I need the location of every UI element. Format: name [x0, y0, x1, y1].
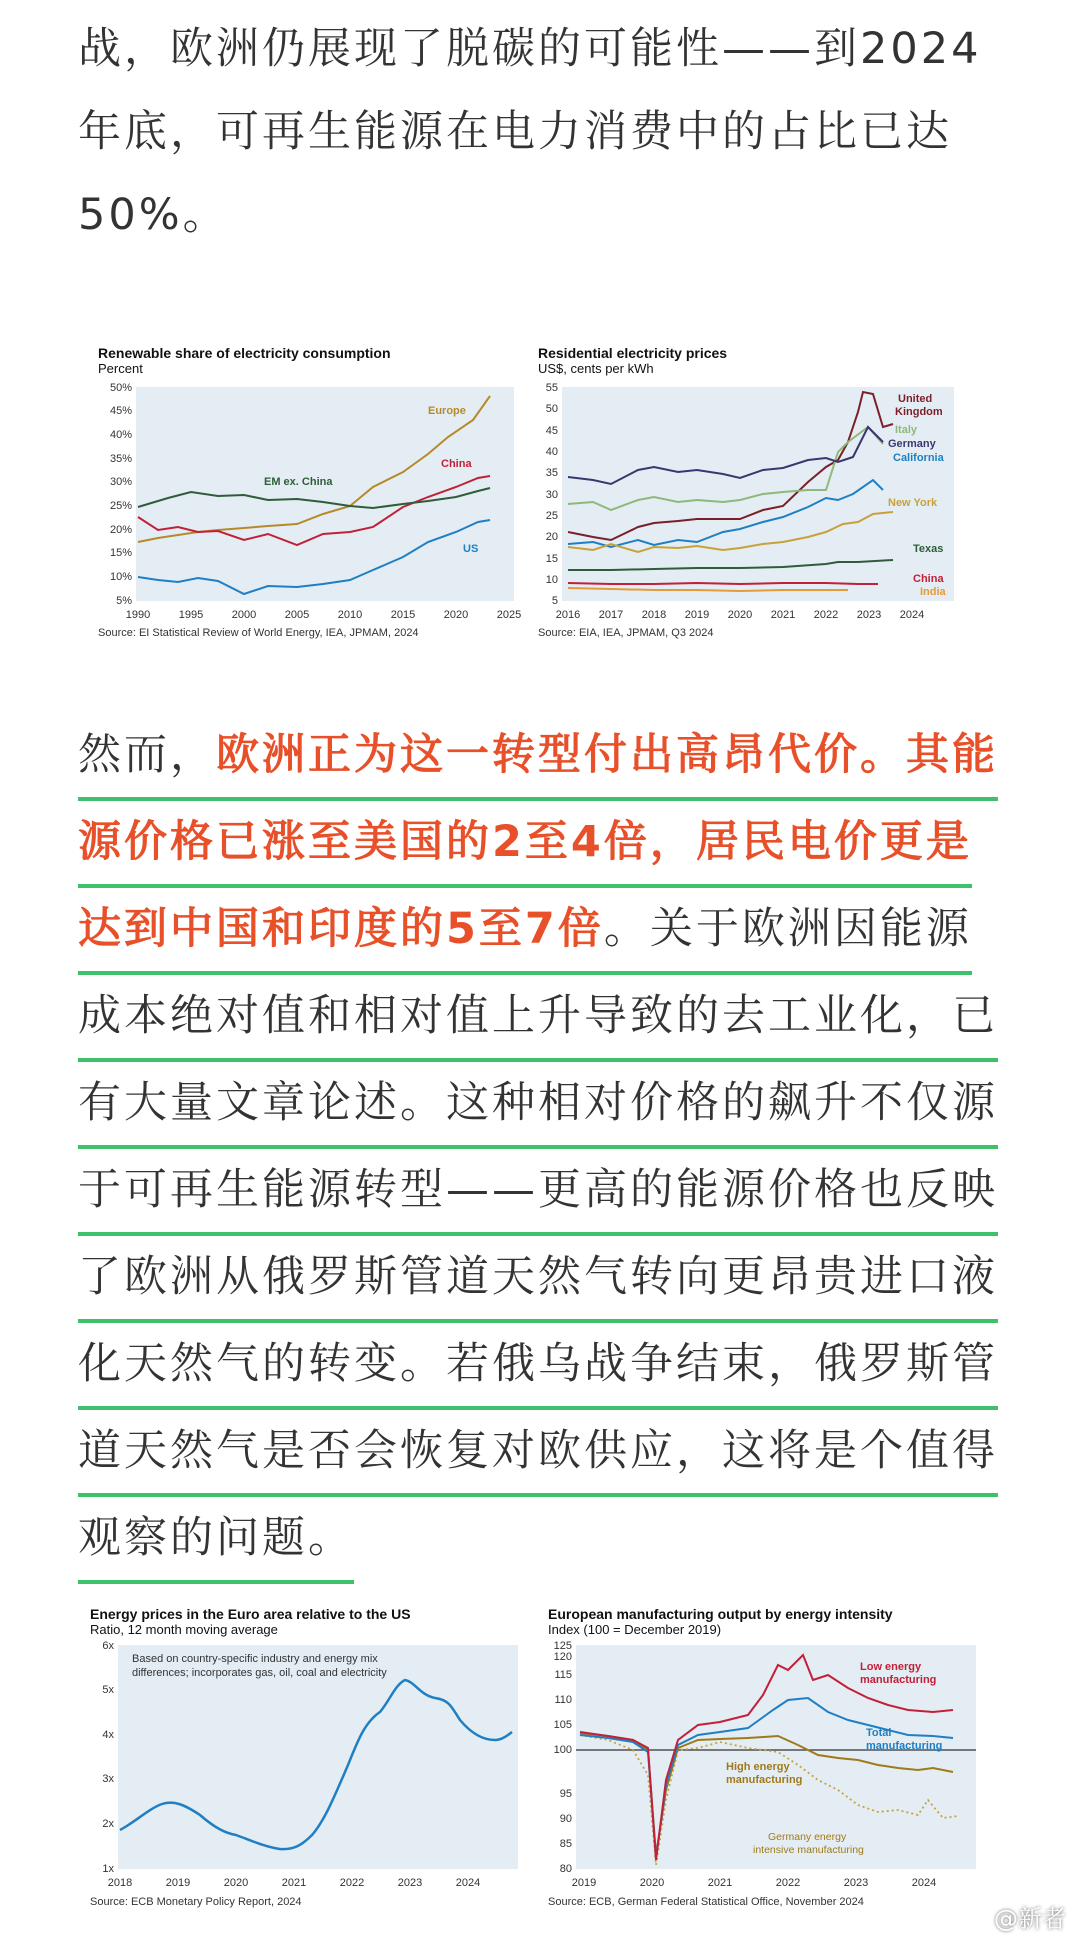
text-line: 年底，可再生能源在电力消费中的占比已达: [78, 107, 952, 157]
x-tick: 2018: [107, 1877, 133, 1889]
label-total-line2: manufacturing: [866, 1740, 943, 1752]
y-tick: 1x: [102, 1863, 114, 1875]
renewable-share-chart: [98, 345, 522, 645]
x-tick: 2019: [684, 609, 710, 621]
y-tick: 55: [545, 382, 558, 394]
main-paragraph: [78, 714, 1003, 1584]
text-line: [78, 801, 1003, 888]
y-tick: 20: [545, 531, 558, 543]
text-line: [78, 1410, 1003, 1497]
chart-subtitle: Percent: [98, 361, 143, 376]
plain-text: 然而，: [78, 730, 216, 780]
label-high-energy-line2: manufacturing: [726, 1774, 803, 1786]
y-tick: 5x: [102, 1684, 114, 1696]
y-tick: 85: [559, 1838, 572, 1850]
chart-subtitle: Index (100 = December 2019): [548, 1622, 722, 1637]
y-tick: 10: [545, 574, 558, 586]
highlighted-text: 欧洲正为这一转型付出高昂代价。其能: [216, 730, 998, 780]
y-tick: 80: [559, 1863, 572, 1875]
x-tick: 1990: [125, 609, 151, 621]
x-tick: 2020: [223, 1877, 249, 1889]
series-china: [568, 583, 878, 584]
text-line: [78, 1323, 1003, 1410]
text-line: [78, 1062, 1003, 1149]
label-new-york: New York: [888, 497, 938, 509]
x-tick: 2025: [496, 609, 522, 621]
intro-paragraph: [78, 8, 1003, 257]
y-tick: 105: [553, 1719, 572, 1731]
y-tick: 4x: [102, 1729, 114, 1741]
x-tick: 2020: [443, 609, 469, 621]
label-total-line1: Total: [866, 1727, 892, 1739]
y-tick: 15: [545, 553, 558, 565]
y-tick: 30%: [109, 476, 132, 488]
label-europe: Europe: [428, 405, 466, 417]
x-tick: 2020: [639, 1877, 665, 1889]
label-low-energy-line2: manufacturing: [860, 1674, 937, 1686]
y-tick: 5: [551, 595, 558, 607]
chart-source: Source: ECB Monetary Policy Report, 2024: [90, 1896, 302, 1908]
chart-subtitle: Ratio, 12 month moving average: [90, 1622, 278, 1637]
x-tick: 2019: [571, 1877, 597, 1889]
label-italy: Italy: [895, 424, 918, 436]
x-tick: 2022: [813, 609, 839, 621]
x-tick: 2021: [770, 609, 796, 621]
y-tick: 25%: [109, 500, 132, 512]
x-tick: 2022: [775, 1877, 801, 1889]
label-california: California: [893, 452, 944, 464]
text-line: [78, 975, 1003, 1062]
text-line: [78, 888, 1003, 975]
text-line: [78, 1149, 1003, 1236]
renewable-share-plot: [98, 382, 522, 642]
x-tick: 2021: [707, 1877, 733, 1889]
label-high-energy-line1: High energy: [726, 1761, 790, 1773]
label-china: China: [913, 573, 944, 585]
x-tick: 2021: [281, 1877, 307, 1889]
x-tick: 2015: [390, 609, 416, 621]
x-tick: 2010: [337, 609, 363, 621]
chart-title: Residential electricity prices: [538, 345, 728, 361]
y-tick: 35%: [109, 453, 132, 465]
chart-title: Renewable share of electricity consumption: [98, 345, 391, 361]
y-tick: 6x: [102, 1640, 114, 1652]
manufacturing-output-plot: [548, 1640, 988, 1910]
residential-electricity-prices-chart: [538, 345, 978, 645]
y-tick: 30: [545, 489, 558, 501]
y-tick: 2x: [102, 1818, 114, 1830]
y-tick: 50%: [109, 382, 132, 394]
label-low-energy-line1: Low energy: [860, 1661, 922, 1673]
residential-prices-plot: [538, 382, 978, 642]
label-germany: Germany: [888, 438, 936, 450]
text-line: [78, 714, 1003, 801]
underlined-text: 于可再生能源转型——更高的能源价格也反映: [78, 1149, 998, 1236]
label-uk-line2: Kingdom: [895, 406, 943, 418]
label-texas: Texas: [913, 543, 944, 555]
euro-us-energy-price-ratio-chart: [90, 1606, 530, 1916]
y-tick: 110: [554, 1694, 572, 1706]
y-tick: 15%: [109, 547, 132, 559]
highlighted-text: 源价格已涨至美国的2至4倍，居民电价更是: [78, 801, 972, 888]
x-tick: 2016: [555, 609, 581, 621]
label-india: India: [920, 586, 946, 598]
y-tick: 90: [559, 1813, 572, 1825]
y-tick: 5%: [116, 595, 132, 607]
text-line: 50%。: [78, 190, 229, 240]
x-tick: 2000: [231, 609, 257, 621]
x-tick: 2024: [455, 1877, 481, 1889]
underlined-text: 有大量文章论述。这种相对价格的飙升不仅源: [78, 1062, 998, 1149]
label-em-ex-china: EM ex. China: [264, 476, 333, 488]
x-tick: 2017: [598, 609, 624, 621]
x-tick: 2005: [284, 609, 310, 621]
label-china: China: [441, 458, 472, 470]
label-germany-line1: Germany energy: [768, 1831, 847, 1843]
x-tick: 2023: [843, 1877, 869, 1889]
x-tick: 1995: [178, 609, 204, 621]
y-tick: 45: [545, 425, 558, 437]
y-tick: 10%: [109, 571, 132, 583]
energy-ratio-plot: [90, 1640, 530, 1910]
underlined-text: 成本绝对值和相对值上升导致的去工业化，已: [78, 975, 998, 1062]
y-tick: 40: [545, 446, 558, 458]
text-line: [78, 1236, 1003, 1323]
y-tick: 25: [545, 510, 558, 522]
y-tick: 20%: [109, 524, 132, 536]
chart-note: differences; incorporates gas, oil, coal and electricity: [132, 1667, 387, 1679]
text-line: 战，欧洲仍展现了脱碳的可能性——到2024: [78, 24, 982, 74]
chart-source: Source: ECB, German Federal Statistical Office, November 2024: [548, 1896, 864, 1908]
plain-text: 。关于欧洲因能源: [603, 904, 972, 954]
x-tick: 2020: [727, 609, 753, 621]
x-tick: 2023: [856, 609, 882, 621]
y-tick: 50: [545, 403, 558, 415]
label-germany-line2: intensive manufacturing: [753, 1844, 864, 1856]
x-tick: 2024: [911, 1877, 937, 1889]
y-tick: 35: [545, 467, 558, 479]
label-uk-line1: United: [898, 393, 933, 405]
label-us: US: [463, 543, 479, 555]
chart-source: Source: EI Statistical Review of World Energy, IEA, JPMAM, 2024: [98, 627, 419, 639]
y-tick: 125: [553, 1640, 572, 1652]
y-tick: 95: [559, 1788, 572, 1800]
underlined-text: 道天然气是否会恢复对欧供应，这将是个值得: [78, 1410, 998, 1497]
chart-source: Source: EIA, IEA, JPMAM, Q3 2024: [538, 627, 714, 639]
manufacturing-output-chart: [548, 1606, 988, 1916]
y-tick: 40%: [109, 429, 132, 441]
x-tick: 2024: [899, 609, 925, 621]
chart-note: Based on country-specific industry and energy mix: [132, 1653, 378, 1665]
chart-title: European manufacturing output by energy intensity: [548, 1606, 893, 1622]
y-tick: 100: [553, 1744, 572, 1756]
y-tick: 115: [554, 1669, 572, 1681]
chart-subtitle: US$, cents per kWh: [538, 361, 654, 376]
highlighted-text: 达到中国和印度的5至7倍: [78, 904, 604, 954]
underlined-text: 了欧洲从俄罗斯管道天然气转向更昂贵进口液: [78, 1236, 998, 1323]
underlined-text: 观察的问题。: [78, 1497, 354, 1584]
x-tick: 2018: [641, 609, 667, 621]
y-tick: 3x: [102, 1773, 114, 1785]
chart-title: Energy prices in the Euro area relative to the US: [90, 1606, 411, 1622]
watermark: @新者: [994, 1905, 1066, 1933]
x-tick: 2023: [397, 1877, 423, 1889]
y-tick: 120: [553, 1651, 572, 1663]
x-tick: 2019: [165, 1877, 191, 1889]
underlined-text: 化天然气的转变。若俄乌战争结束，俄罗斯管: [78, 1323, 998, 1410]
text-line: [78, 1497, 1003, 1584]
x-tick: 2022: [339, 1877, 365, 1889]
y-tick: 45%: [109, 405, 132, 417]
